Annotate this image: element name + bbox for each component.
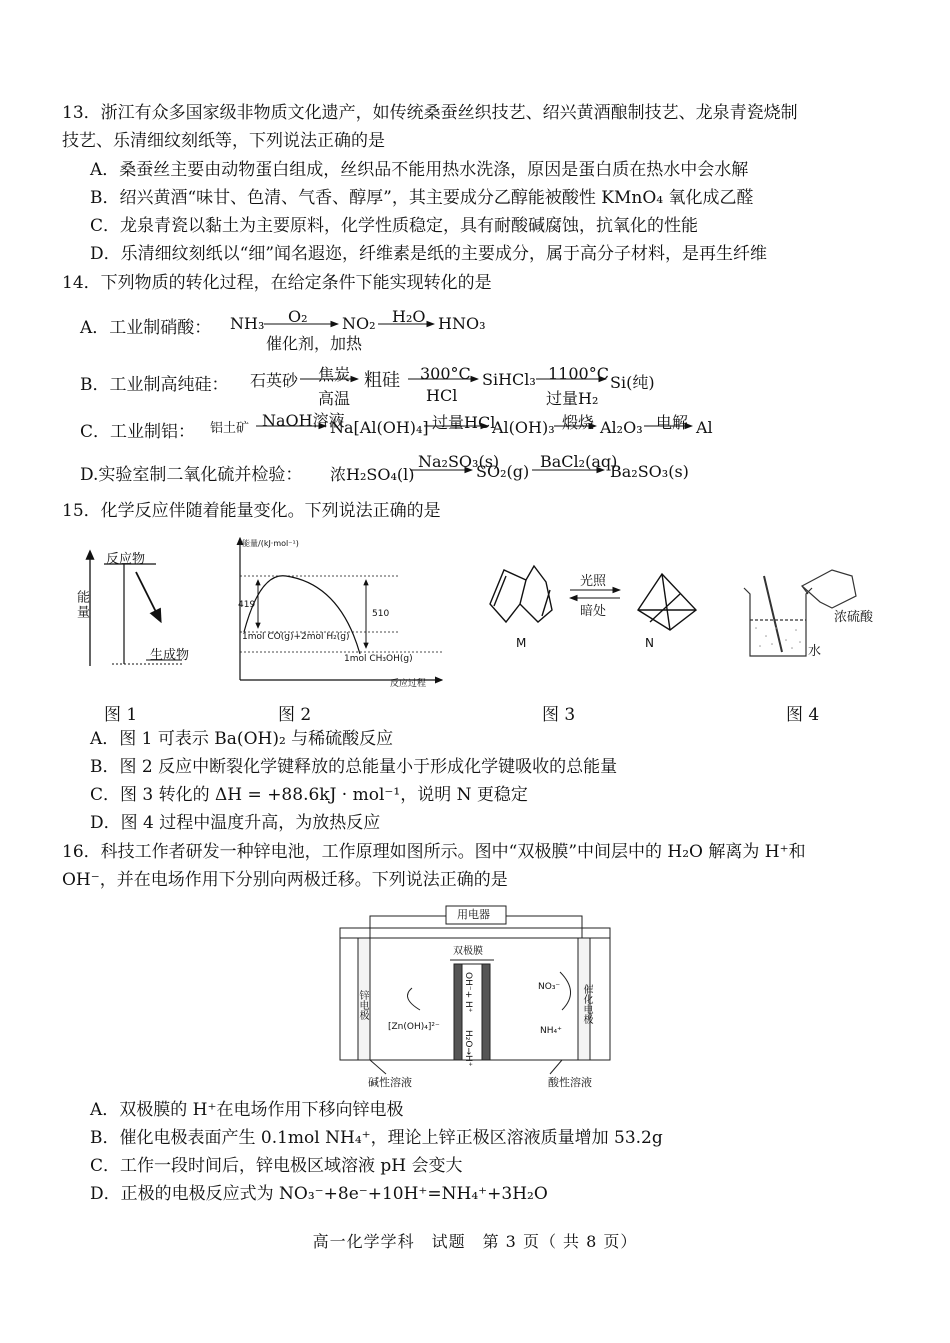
fig2-end-label: 1mol CH₃OH(g) — [344, 654, 413, 664]
q14b-s2: 粗硅 — [364, 370, 400, 391]
q15-option-d: D．图 4 过程中温度升高，为放热反应 — [90, 813, 381, 833]
q13-option-d: D．乐清细纹刻纸以“细”闻名遐迩，纤维素是纸的主要成分，属于高分子材料，是再生纤维 — [90, 244, 768, 264]
q14c-arrow3-top: 煅烧 — [562, 413, 595, 432]
q14b-arrow3-top: 1100°C — [548, 364, 609, 383]
fig2-value-419: 419 — [238, 600, 256, 610]
q14b-s4: Si(纯) — [610, 373, 655, 392]
q14a-arrow2-top: H₂O — [392, 307, 426, 326]
q14c-s5: Al — [696, 418, 713, 437]
fig4-caption: 图 4 — [786, 705, 820, 725]
q14c-s4: Al₂O₃ — [600, 418, 643, 437]
q15-option-a: A．图 1 可表示 Ba(OH)₂ 与稀硫酸反应 — [90, 729, 394, 749]
q14d-arrow2-top: BaCl₂(aq) — [540, 452, 618, 471]
q16-battery-diagram — [330, 902, 620, 1090]
q16-zinc-label: 锌电极 — [357, 990, 368, 1020]
fig1-caption: 图 1 — [104, 705, 138, 725]
fig1-arrow — [136, 572, 160, 620]
fig3-caption: 图 3 — [542, 705, 576, 725]
fig3-n-label: N — [645, 636, 654, 650]
q13-stem-line1: 13．浙江有众多国家级非物质文化遗产，如传统桑蚕丝织技艺、绍兴黄酒酿制技艺、龙泉青瓷烧制 — [62, 103, 798, 123]
q16-device-label: 用电器 — [457, 908, 490, 921]
q14c-label: C．工业制铝： — [80, 422, 196, 442]
fig2-energy-curve — [244, 576, 360, 654]
q16-catalyst-label: 催化电极 — [581, 984, 592, 1024]
q14-reaction-arrows — [0, 0, 950, 500]
q14a-s2: NO₂ — [342, 314, 376, 333]
q16-nh4: NH₄⁺ — [540, 1026, 562, 1036]
q14a-arrow1-bottom: 催化剂，加热 — [266, 334, 363, 353]
q14d-s3: Ba₂SO₃(s) — [610, 462, 689, 481]
q14b-arrow1-top: 焦炭 — [318, 365, 351, 384]
fig2-start-label: 1mol CO(g)+2mol H₂(g) — [242, 632, 350, 642]
q16-stem-line1: 16．科技工作者研发一种锌电池，工作原理如图所示。图中“双极膜”中间层中的 H₂O 解离为 H⁺和 — [62, 842, 806, 862]
q15-option-b: B．图 2 反应中断裂化学键释放的总能量小于形成化学键吸收的总能量 — [90, 757, 618, 777]
glass-rod — [764, 576, 782, 652]
q14b-label: B．工业制高纯硅： — [80, 375, 229, 395]
fig3-m-label: M — [516, 636, 527, 650]
q14c-s2: Na[Al(OH)₄] — [330, 418, 429, 437]
fig3-top-label: 光照 — [580, 574, 607, 589]
q14b-arrow3-bottom: 过量H₂ — [546, 389, 599, 408]
fig2-caption: 图 2 — [278, 705, 312, 725]
q16-left-solution: 碱性溶液 — [368, 1076, 412, 1089]
q14d-s1: 浓H₂SO₄(l) — [330, 465, 415, 484]
fig1-y-label: 能量 — [74, 590, 89, 620]
q14c-s3: Al(OH)₃ — [492, 418, 555, 437]
q16-right-solution: 酸性溶液 — [548, 1076, 592, 1089]
q16-membrane-label: 双极膜 — [453, 946, 483, 957]
q13-option-b: B．绍兴黄酒“味甘、色清、气香、醇厚”，其主要成分乙醇能被酸性 KMnO₄ 氧化成乙醛 — [90, 188, 754, 208]
q14d-arrow1-top: Na₂SO₃(s) — [418, 452, 500, 471]
fig1-product-label: 生成物 — [150, 648, 190, 663]
fig2-x-label: 反应过程 — [390, 679, 427, 689]
q13-stem-line2: 技艺、乐清细纹刻纸等，下列说法正确的是 — [62, 131, 385, 151]
q14c-arrow4-top: 电解 — [656, 413, 689, 432]
q13-option-a: A．桑蚕丝主要由动物蛋白组成，丝织品不能用热水洗涤，原因是蛋白质在热水中会水解 — [90, 160, 749, 180]
fig4-water-label: 水 — [808, 644, 822, 659]
acid-bottle — [802, 570, 856, 608]
q15-figure2 — [230, 532, 450, 692]
q14a-s1: NH₃ — [230, 314, 265, 333]
fig1-reactant-label: 反应物 — [106, 552, 146, 567]
q16-membrane-ions: OH⁻+ H⁺ — [463, 972, 473, 1013]
q13-option-c: C．龙泉青瓷以黏土为主要原料，化学性质稳定，具有耐酸碱腐蚀，抗氧化的性能 — [90, 216, 699, 236]
q14c-arrow2-top: 过量HCl — [432, 413, 496, 432]
q16-zn-species: [Zn(OH)₄]²⁻ — [388, 1022, 440, 1032]
q16-option-d: D．正极的电极反应式为 NO₃⁻+8e⁻+10H⁺=NH₄⁺+3H₂O — [90, 1184, 548, 1204]
molecule-n — [638, 574, 696, 630]
q14b-arrow2-bottom: HCl — [426, 386, 458, 405]
q14a-arrow1-top: O₂ — [288, 307, 308, 326]
beaker — [744, 588, 812, 656]
q14b-arrow2-top: 300°C — [420, 364, 471, 383]
q14b-s3: SiHCl₃ — [482, 370, 536, 389]
q14c-s1: 铝土矿 — [210, 421, 250, 436]
q14c-arrow1-top: NaOH溶液 — [262, 411, 345, 430]
q15-stem: 15．化学反应伴随着能量变化。下列说法正确的是 — [62, 501, 441, 521]
fig2-value-510: 510 — [372, 609, 390, 619]
q14-stem: 14．下列物质的转化过程，在给定条件下能实现转化的是 — [62, 273, 492, 293]
q16-stem-line2: OH⁻，并在电场作用下分别向两极迁移。下列说法正确的是 — [62, 870, 508, 890]
q14b-arrow1-bottom: 高温 — [318, 389, 351, 408]
q16-membrane-water: H₂O→H⁺ — [463, 1030, 473, 1067]
q14b-s1: 石英砂 — [250, 371, 299, 390]
page-footer: 高一化学学科 试题 第 3 页（ 共 8 页） — [312, 1232, 638, 1251]
fig4-acid-label: 浓硫酸 — [834, 610, 874, 625]
fig3-bottom-label: 暗处 — [580, 604, 607, 619]
fig2-y-label: 能量/(kJ·mol⁻¹) — [242, 539, 299, 548]
q16-no3: NO₃⁻ — [538, 982, 561, 992]
q14d-s2: SO₂(g) — [476, 462, 530, 481]
q14a-label: A．工业制硝酸： — [80, 318, 212, 338]
molecule-m — [490, 566, 552, 622]
q14a-s3: HNO₃ — [438, 314, 486, 333]
q16-option-a: A．双极膜的 H⁺在电场作用下移向锌电极 — [90, 1100, 404, 1120]
q16-option-c: C．工作一段时间后，锌电极区域溶液 pH 会变大 — [90, 1156, 463, 1176]
q14d-label: D.实验室制二氧化硫并检验： — [80, 465, 303, 485]
q15-option-c: C．图 3 转化的 ΔH = +88.6kJ · mol⁻¹，说明 N 更稳定 — [90, 785, 528, 805]
q16-option-b: B．催化电极表面产生 0.1mol NH₄⁺，理论上锌正极区溶液质量增加 53.2g — [90, 1128, 663, 1148]
